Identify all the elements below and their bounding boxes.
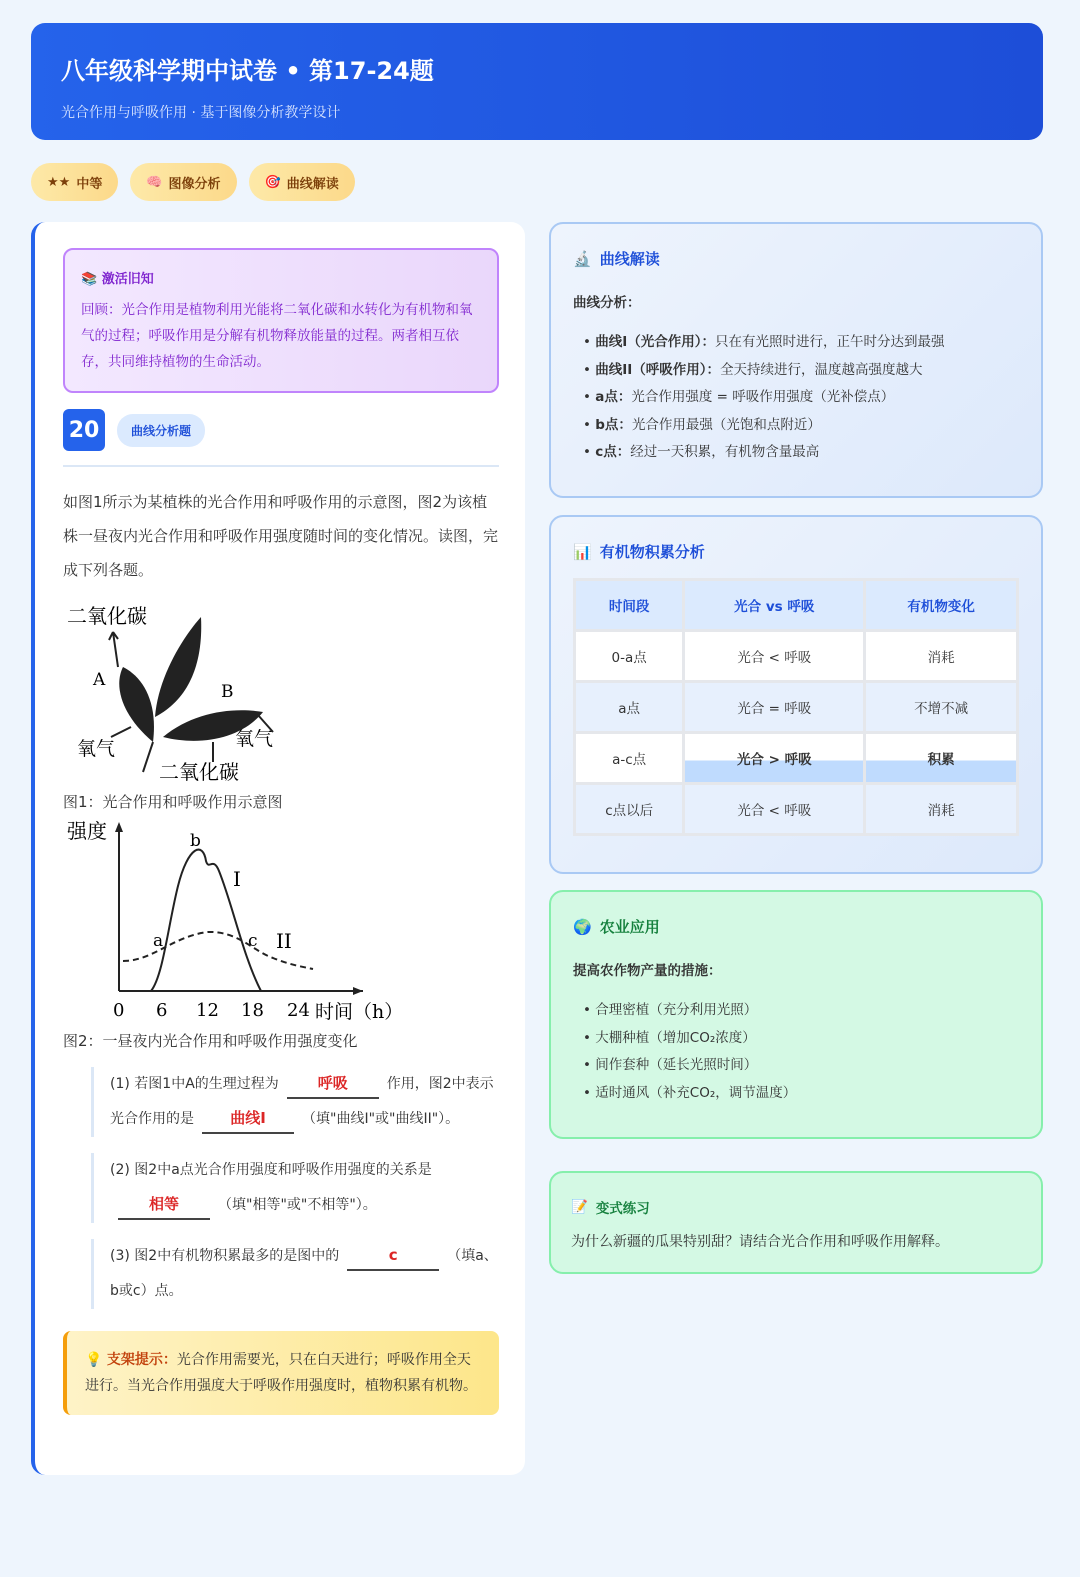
- sub-text: （填"相等"或"不相等"）。: [218, 1197, 377, 1213]
- list-item: • c点：经过一天积累，有机物含量最高: [573, 439, 1019, 467]
- recall-text: 回顾：光合作用是植物利用光能将二氧化碳和水转化为有机物和氧气的过程；呼吸作用是分解有机物释放能量的过程。两者相互依存，共同维持植物的生命活动。: [81, 302, 473, 370]
- fig1-co2-bottom: 二氧化碳: [159, 760, 239, 784]
- figure2-caption: 图2：一昼夜内光合作用和呼吸作用强度变化: [63, 1032, 358, 1050]
- table-row: a点 光合 = 呼吸 不增不减: [576, 683, 1016, 731]
- tag-label: 曲线解读: [286, 176, 339, 192]
- sub-question-3: [91, 1239, 499, 1309]
- x-tick: 0: [113, 1000, 125, 1021]
- recall-box: [63, 248, 499, 393]
- panel-title: 有机物积累分析: [599, 543, 705, 561]
- figure1-leaf-diagram: [63, 597, 293, 787]
- panel-title: 变式练习: [595, 1201, 650, 1217]
- microscope-icon: 🔬: [573, 249, 592, 268]
- question-number: 20: [63, 409, 105, 451]
- list-item: • 大棚种植（增加CO₂浓度）: [573, 1025, 1019, 1053]
- tag-label: 图像分析: [168, 176, 221, 192]
- list-item: • b点：光合作用最强（光饱和点附近）: [573, 412, 1019, 440]
- panel-title: 曲线解读: [599, 250, 660, 268]
- list-item: • 间作套种（延长光照时间）: [573, 1052, 1019, 1080]
- books-icon: 📚: [81, 272, 98, 287]
- panel-title: 农业应用: [599, 918, 660, 936]
- brain-icon: 🧠: [146, 174, 163, 190]
- panel-label: 提高农作物产量的措施：: [573, 963, 722, 979]
- fig1-label-b: B: [221, 682, 234, 702]
- point-b-label: b: [190, 831, 201, 851]
- tag-curve-reading: [249, 163, 355, 201]
- sub-question-1: [91, 1067, 499, 1137]
- tag-label: 中等: [76, 176, 103, 192]
- curve-analysis-panel: [549, 222, 1043, 498]
- figure1-caption: 图1：光合作用和呼吸作用示意图: [63, 793, 283, 811]
- x-axis-label: 时间（h）: [315, 1001, 404, 1023]
- scaffold-hint: [63, 1331, 499, 1415]
- curve1-label: I: [233, 867, 241, 891]
- page-subtitle: 光合作用与呼吸作用 · 基于图像分析教学设计: [61, 105, 341, 121]
- panel-label: 曲线分析：: [573, 295, 641, 311]
- tag-difficulty: [31, 163, 118, 201]
- fig1-label-a: A: [93, 670, 106, 690]
- list-item: • 适时通风（补充CO₂，调节温度）: [573, 1080, 1019, 1108]
- x-tick: 24: [287, 1000, 310, 1021]
- answer-blank[interactable]: 呼吸: [287, 1069, 379, 1099]
- tag-list: [31, 163, 355, 201]
- answer-blank[interactable]: 相等: [118, 1190, 210, 1220]
- question-header: [63, 409, 499, 467]
- practice-panel: [549, 1171, 1043, 1274]
- x-tick: 12: [196, 1000, 219, 1021]
- recall-title: 激活旧知: [101, 272, 154, 287]
- table-row: 0-a点 光合 < 呼吸 消耗: [576, 632, 1016, 680]
- practice-text: 为什么新疆的瓜果特别甜？请结合光合作用和呼吸作用解释。: [571, 1234, 949, 1250]
- question-card: [31, 222, 525, 1475]
- x-tick: 6: [156, 1000, 168, 1021]
- question-type-badge: 曲线分析题: [117, 414, 205, 447]
- y-axis-label: 强度: [67, 819, 107, 843]
- column-header: 光合 vs 呼吸: [685, 581, 863, 629]
- star-icon: ★★: [47, 174, 71, 190]
- table-row: c点以后 光合 < 呼吸 消耗: [576, 785, 1016, 833]
- answer-blank[interactable]: 曲线I: [202, 1104, 294, 1134]
- target-icon: 🎯: [264, 174, 281, 190]
- curve-photosynthesis: [151, 850, 261, 991]
- point-c-label: c: [248, 931, 258, 951]
- agriculture-panel: [549, 890, 1043, 1139]
- list-item: • 曲线I（光合作用）：只在有光照时进行，正午时分达到最强: [573, 329, 1019, 357]
- list-item: • a点：光合作用强度 = 呼吸作用强度（光补偿点）: [573, 384, 1019, 412]
- answer-blank[interactable]: c: [347, 1241, 439, 1271]
- sub-text: （填a、b或c）点。: [110, 1248, 498, 1299]
- chart-icon: 📊: [573, 542, 592, 561]
- curve2-label: II: [276, 929, 292, 953]
- x-tick: 18: [241, 1000, 264, 1021]
- sub-text: (2) 图2中a点光合作用强度和呼吸作用强度的关系是: [110, 1162, 432, 1178]
- sub-text: （填"曲线I"或"曲线II"）。: [302, 1111, 460, 1127]
- accumulation-table: [573, 578, 1019, 836]
- question-stem: 如图1所示为某植株的光合作用和呼吸作用的示意图，图2为该植株一昼夜内光合作用和呼吸作用强度随时间的变化情况。读图，完成下列各题。: [63, 493, 499, 579]
- sub-text: 作用，图2中表示光合作用的是: [110, 1076, 494, 1127]
- page-title: 八年级科学期中试卷 • 第17-24题: [61, 57, 434, 85]
- figure2-curve-chart: [63, 816, 423, 1026]
- fig1-o2-right: 氧气: [235, 728, 274, 750]
- sub-question-2: [91, 1153, 499, 1223]
- column-header: 有机物变化: [866, 581, 1016, 629]
- page-header: [31, 23, 1043, 140]
- tag-image-analysis: [130, 163, 236, 201]
- globe-icon: 🌍: [573, 917, 592, 936]
- accumulation-panel: [549, 515, 1043, 874]
- memo-icon: 📝: [571, 1199, 588, 1215]
- fig1-co2-top: 二氧化碳: [67, 604, 147, 628]
- fig1-o2-left: 氧气: [77, 738, 116, 760]
- list-item: • 合理密植（充分利用光照）: [573, 997, 1019, 1025]
- table-row-highlighted: a-c点 光合 > 呼吸 积累: [576, 734, 1016, 782]
- list-item: • 曲线II（呼吸作用）：全天持续进行，温度越高强度越大: [573, 357, 1019, 385]
- sub-text: (1) 若图1中A的生理过程为: [110, 1076, 279, 1092]
- hint-label: 支架提示：: [106, 1352, 177, 1368]
- sub-text: (3) 图2中有机物积累最多的是图中的: [110, 1248, 340, 1264]
- point-a-label: a: [153, 931, 164, 951]
- column-header: 时间段: [576, 581, 682, 629]
- lightbulb-icon: 💡: [85, 1352, 103, 1368]
- hint-text: 光合作用需要光，只在白天进行；呼吸作用全天进行。当光合作用强度大于呼吸作用强度时，植物积累有机物。: [85, 1352, 477, 1394]
